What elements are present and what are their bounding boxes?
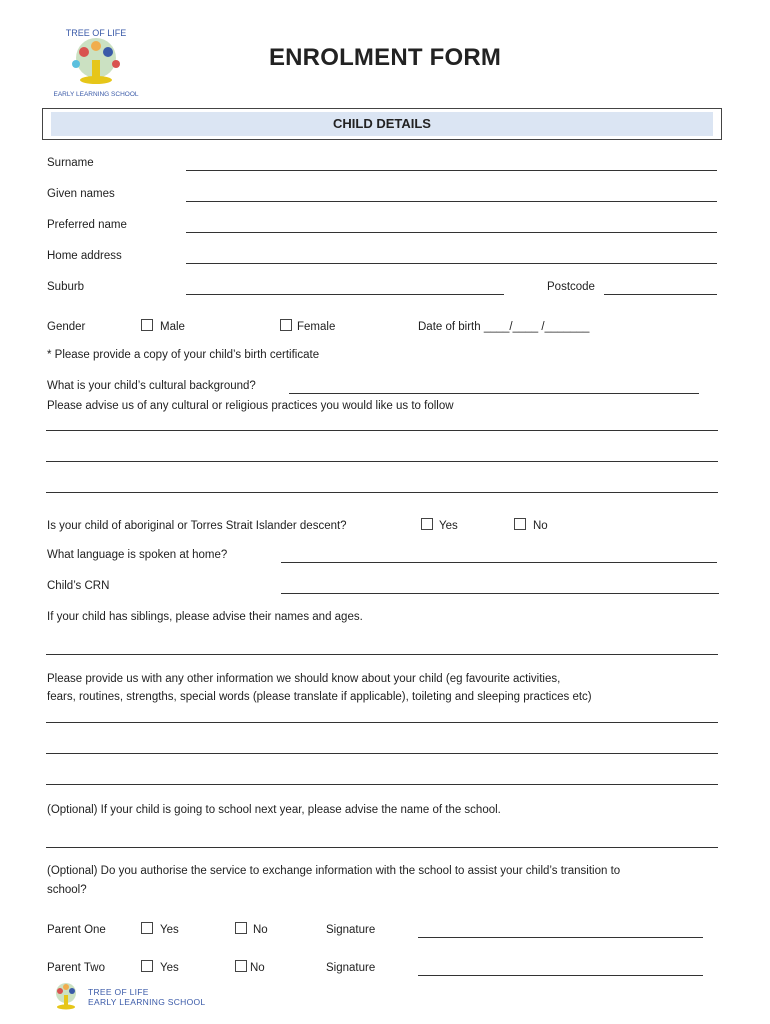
section-header-box <box>42 108 722 140</box>
aboriginal-no-checkbox[interactable] <box>514 518 526 530</box>
cultural-background-label: What is your child’s cultural background? <box>47 380 256 392</box>
given-names-label: Given names <box>47 188 115 200</box>
aboriginal-yes-label: Yes <box>439 520 458 532</box>
parent-two-signature-input[interactable] <box>418 975 703 976</box>
female-label: Female <box>297 321 336 333</box>
school-next-year-input[interactable] <box>46 847 718 848</box>
parent-two-signature-label: Signature <box>326 962 376 974</box>
crn-label: Child’s CRN <box>47 580 110 592</box>
parent-two-no-checkbox[interactable] <box>235 960 247 972</box>
aboriginal-yes-checkbox[interactable] <box>421 518 433 530</box>
aboriginal-question: Is your child of aboriginal or Torres Strait Islander descent? <box>47 520 347 532</box>
other-info-line-2[interactable] <box>46 753 718 754</box>
aboriginal-no-label: No <box>533 520 548 532</box>
logo-text-bottom: EARLY LEARNING SCHOOL <box>53 91 139 98</box>
parent-one-label: Parent One <box>47 924 106 936</box>
parent-one-signature-input[interactable] <box>418 937 703 938</box>
logo-text-top: TREE OF LIFE <box>65 28 127 38</box>
siblings-label: If your child has siblings, please advise their names and ages. <box>47 611 363 623</box>
other-info-line-3[interactable] <box>46 784 718 785</box>
birth-certificate-note: * Please provide a copy of your child’s birth certificate <box>47 349 320 361</box>
authorise-label-2: school? <box>47 884 87 896</box>
footer-text-line-2: EARLY LEARNING SCHOOL <box>88 997 206 1007</box>
suburb-input[interactable] <box>186 294 504 295</box>
crn-input[interactable] <box>281 593 719 594</box>
siblings-input[interactable] <box>46 654 718 655</box>
home-address-input[interactable] <box>186 263 717 264</box>
preferred-name-input[interactable] <box>186 232 717 233</box>
cultural-practices-label: Please advise us of any cultural or religious practices you would like us to follow <box>47 400 454 412</box>
postcode-input[interactable] <box>604 294 717 295</box>
given-names-input[interactable] <box>186 201 717 202</box>
parent-one-yes-label: Yes <box>160 924 179 936</box>
cultural-practices-line-2[interactable] <box>46 461 718 462</box>
postcode-label: Postcode <box>547 281 595 293</box>
footer-text-line-1: TREE OF LIFE <box>88 987 149 997</box>
home-language-input[interactable] <box>281 562 717 563</box>
date-of-birth-field[interactable]: Date of birth ____/____ /_______ <box>418 321 590 333</box>
surname-label: Surname <box>47 157 94 169</box>
parent-one-no-checkbox[interactable] <box>235 922 247 934</box>
gender-label: Gender <box>47 321 86 333</box>
parent-two-no-label: No <box>250 962 265 974</box>
cultural-practices-line-3[interactable] <box>46 492 718 493</box>
preferred-name-label: Preferred name <box>47 219 127 231</box>
cultural-practices-line-1[interactable] <box>46 430 718 431</box>
male-checkbox[interactable] <box>141 319 153 331</box>
school-next-year-label: (Optional) If your child is going to school next year, please advise the name of the school. <box>47 804 501 816</box>
parent-two-yes-label: Yes <box>160 962 179 974</box>
home-address-label: Home address <box>47 250 122 262</box>
authorise-label-1: (Optional) Do you authorise the service to exchange information with the school to assist your child’s transition to <box>47 865 621 877</box>
page-title: ENROLMENT FORM <box>268 44 502 71</box>
cultural-background-input[interactable] <box>289 393 699 394</box>
parent-two-label: Parent Two <box>47 962 105 974</box>
male-label: Male <box>160 321 185 333</box>
female-checkbox[interactable] <box>280 319 292 331</box>
parent-one-yes-checkbox[interactable] <box>141 922 153 934</box>
suburb-label: Suburb <box>47 281 85 293</box>
section-title: CHILD DETAILS <box>51 112 713 136</box>
parent-one-no-label: No <box>253 924 268 936</box>
home-language-label: What language is spoken at home? <box>47 549 228 561</box>
parent-one-signature-label: Signature <box>326 924 376 936</box>
footer-tree-logo <box>46 980 86 1012</box>
surname-input[interactable] <box>186 170 717 171</box>
parent-two-yes-checkbox[interactable] <box>141 960 153 972</box>
other-info-label-2: fears, routines, strengths, special words (please translate if applicable), toileting and sleeping practices etc) <box>47 691 592 703</box>
other-info-line-1[interactable] <box>46 722 718 723</box>
other-info-label-1: Please provide us with any other information we should know about your child (eg favourite activities, <box>47 673 561 685</box>
